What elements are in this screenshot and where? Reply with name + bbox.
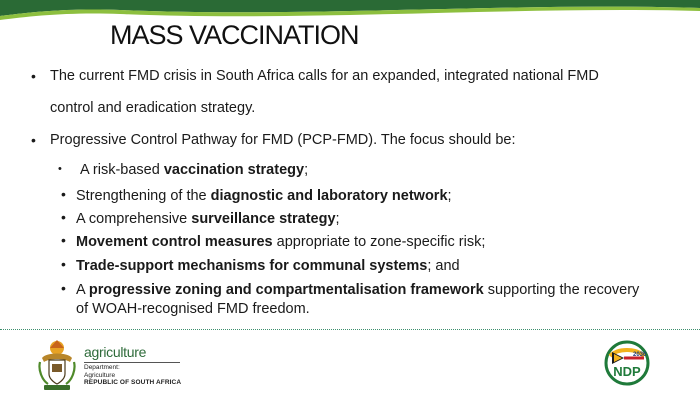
sub-bullet-dot: • bbox=[61, 209, 66, 225]
sub-bullet-4 bbox=[76, 232, 485, 253]
sub-bullet-4-post: appropriate to zone-specific risk; bbox=[272, 234, 486, 250]
sub-bullet-dot: • bbox=[61, 280, 66, 296]
sub-bullet-2 bbox=[76, 186, 452, 207]
sub-bullet-2-post: ; bbox=[447, 188, 452, 204]
footer-divider bbox=[0, 329, 700, 330]
sub-bullet-3 bbox=[76, 209, 340, 230]
sub-bullet-5-post: ; and bbox=[427, 258, 460, 274]
sub-bullet-2-bold: diagnostic and laboratory network bbox=[210, 188, 448, 204]
ndp-year: 2030 bbox=[633, 352, 647, 358]
bullet-dot: • bbox=[31, 132, 36, 148]
bullet-1-line-2: control and eradication strategy. bbox=[50, 100, 256, 116]
sub-bullet-dot: • bbox=[61, 256, 66, 272]
sub-bullet-dot: • bbox=[61, 232, 66, 248]
sub-bullet-2-pre: Strengthening of the bbox=[76, 188, 211, 204]
sub-bullet-dot: • bbox=[58, 163, 62, 175]
sub-bullet-1-bold: vaccination strategy bbox=[163, 162, 305, 178]
bullet-1-line-1: The current FMD crisis in South Africa calls for an expanded, integrated national FMD bbox=[50, 68, 599, 84]
dept-line-2: Agriculture bbox=[84, 371, 116, 379]
sub-bullet-6-line-2: of WOAH-recognised FMD freedom. bbox=[76, 301, 310, 317]
ndp-2030-logo bbox=[604, 340, 650, 386]
sub-bullet-3-bold: surveillance strategy bbox=[191, 211, 336, 227]
bullet-2-line-1: Progressive Control Pathway for FMD (PCP-FMD). The focus should be: bbox=[50, 132, 516, 148]
department-label bbox=[84, 364, 181, 387]
sub-bullet-1-post: ; bbox=[304, 162, 309, 178]
ndp-text: NDP bbox=[613, 364, 641, 379]
sub-bullet-6 bbox=[76, 280, 696, 301]
bullet-dot: • bbox=[31, 68, 36, 84]
agriculture-underline bbox=[84, 362, 180, 363]
coat-of-arms-icon bbox=[36, 338, 78, 392]
sub-bullet-3-pre: A comprehensive bbox=[76, 211, 192, 227]
sub-bullet-4-bold: Movement control measures bbox=[76, 234, 273, 250]
sub-bullet-6-pre: A bbox=[76, 282, 89, 298]
dept-line-1: Department: bbox=[84, 364, 120, 371]
sub-bullet-6-post: supporting the recovery bbox=[483, 282, 640, 298]
sub-bullet-6-bold: progressive zoning and compartmentalisation framework bbox=[88, 282, 484, 298]
sub-bullet-5-bold: Trade-support mechanisms for communal systems bbox=[76, 258, 428, 274]
slide-title: MASS VACCINATION bbox=[110, 20, 359, 50]
agriculture-wordmark: agriculture bbox=[84, 344, 147, 360]
sub-bullet-5 bbox=[76, 256, 460, 277]
sub-bullet-dot: • bbox=[61, 186, 66, 202]
sub-bullet-1-pre: A risk-based bbox=[80, 162, 164, 178]
dept-line-3: REPUBLIC OF SOUTH AFRICA bbox=[84, 379, 182, 386]
sub-bullet-1 bbox=[80, 160, 308, 181]
top-swoosh-banner bbox=[0, 0, 700, 22]
sub-bullet-3-post: ; bbox=[335, 211, 340, 227]
